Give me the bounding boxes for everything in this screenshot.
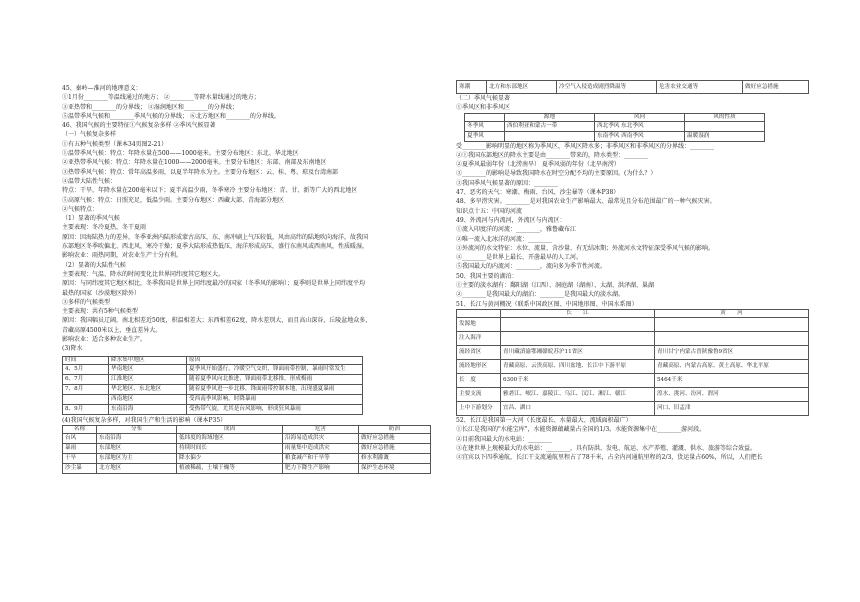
- monsoon-table-cell: [505, 131, 595, 141]
- text-line: ②夏季风最弱年份（北涝南旱） 夏季风弱的年份（北旱南涝）: [456, 161, 620, 169]
- river-table-cell: 流经省区: [457, 345, 501, 359]
- text-line: 最热的国家（沙漠地区除外）: [62, 289, 141, 297]
- rain-table-cell: 东南沿海: [109, 404, 187, 414]
- monsoon-table-row: [465, 131, 765, 141]
- text-line: 特点：干旱，年降水量在200毫米以下；夏半高温少雨，冬季寒冷 主要分布地区：青、甘、新等广大的西北地区: [62, 187, 358, 195]
- rain-table-header: [63, 356, 363, 364]
- river-table-cell: 注入海洋: [457, 331, 501, 345]
- river-table-row: [457, 401, 809, 415]
- rain-table-cell: 随着夏季风向北推进，锋面雨带北移推，形成梅雨: [187, 374, 363, 384]
- river-table: [456, 309, 809, 416]
- river-table-cell: 主要支流: [457, 387, 501, 401]
- river-table-row: [457, 331, 809, 345]
- text-line: 原因：我国幅员辽阔，南北相差近50度，积温相差大；东西相差62度，降水差别大，而且高山深谷，丘陵盆地众多，: [62, 317, 372, 325]
- cold-wave-cell: 做好应急措施: [743, 81, 809, 94]
- text-line: ⑤温带季风气候和________季风气候的分界线； ⑥北方地区和________的分界线。: [62, 112, 280, 120]
- text-line: ①主要的淡水湖有：鄱阳湖（江西）、洞庭湖（湖南）、太湖、洪泽湖、巢湖: [456, 282, 655, 290]
- text-line: ②________是我国最大的湖泊：________是我国最大的淡水湖。: [456, 291, 625, 299]
- river-table-cell: 青川藏滇渝鄂湘赣皖苏沪11省区: [501, 345, 655, 359]
- disaster-table-cell: 粮食减产和干旱等: [283, 453, 359, 463]
- rain-table-cell: 受热带气旋，尤其是台风影响，形成狂风暴雨: [187, 404, 363, 414]
- disaster-table-row: [63, 443, 431, 453]
- text-line: 原因：因海陆热力的差异，冬季亚洲内陆形成蒙古高压，东、南冲刷上气压较低，风由高纬的陆地吹向海洋，故我国: [62, 233, 369, 241]
- rain-table-cell: 华北地区、东北地区: [109, 384, 187, 394]
- monsoon-table-cell: 东南季风 西南季风: [595, 131, 685, 141]
- right-text-block-c: [456, 416, 808, 462]
- text-line: ⑤我国最大的内流河：________，流向多为季节性河流。: [456, 263, 607, 271]
- monsoon-header-cell: 风向: [595, 113, 685, 121]
- disaster-header-cell: 成因: [177, 425, 283, 433]
- river-header-cell: [457, 309, 501, 317]
- text-line: ②①我国东部地区的降水主要是由________带来的，降水类型：________: [456, 151, 649, 159]
- cold-wave-cell: 寒潮: [457, 81, 487, 94]
- text-line: （1）显著的季风气候: [62, 215, 120, 223]
- monsoon-table: [464, 113, 765, 142]
- rain-table-row: [63, 374, 363, 384]
- text-line: (3)降水: [62, 345, 83, 353]
- monsoon-table-cell: 夏季风: [465, 131, 505, 141]
- river-table-row: [457, 317, 809, 331]
- text-line: ①有五种气候类型（课本34页图2-21）: [62, 140, 168, 148]
- disaster-table-cell: 暴雨: [63, 443, 97, 453]
- disaster-header-cell: 防治: [359, 425, 431, 433]
- cold-wave-row-table: [456, 80, 809, 94]
- river-table-cell: 上中下游划分: [457, 401, 501, 415]
- rain-header-cell: 时间: [63, 356, 109, 364]
- disaster-table-title: (4)我国气候复杂多样，对我国生产和生活的影响（课本P35）: [62, 416, 227, 424]
- text-line: 48、多旱涝灾害。________是对我国农业生产影响最大、最常见且分布范围最广的一种气候灾害。: [456, 198, 716, 206]
- cold-wave-cell: 冷空气入侵造成剧烈降温等: [557, 81, 657, 94]
- text-line: ①流入印度洋的河流：________，雅鲁藏布江: [456, 226, 577, 234]
- disaster-header-cell: 分布: [97, 425, 177, 433]
- monsoon-table-cell: [685, 121, 765, 131]
- disaster-table-cell: 肥力下降生产影响: [283, 463, 359, 473]
- river-table-cell: [655, 331, 809, 345]
- text-line: ③亚热带和________的分界线； ④湿润地区和________的分界线；: [62, 103, 238, 111]
- text-line: 47、恶劣的天气：寒潮、梅雨、台风、沙尘暴等（课本P38）: [456, 189, 620, 197]
- text-line: ②气候特点：: [62, 205, 99, 213]
- rain-table-row: [63, 404, 363, 414]
- river-table-cell: [655, 317, 809, 331]
- disaster-header-cell: 名称: [63, 425, 97, 433]
- text-line: 原因：与同纬度其它地区相比，冬季我国是世界上同纬度最冷的国家（冬季风的影响）；夏季则是世界上同纬度平均: [62, 280, 366, 288]
- text-line: ②目前我国最大的水电站：________: [456, 435, 553, 443]
- rain-table-row: [63, 364, 363, 374]
- disaster-table-cell: 东南沿海: [97, 433, 177, 443]
- disaster-table: [62, 425, 431, 474]
- disaster-table-cell: 北方地区: [97, 463, 177, 473]
- river-table-row: [457, 359, 809, 373]
- rain-table-cell: 华南地区: [109, 364, 187, 374]
- river-table-cell: [501, 317, 655, 331]
- text-line: ④________是世界上最长、开凿最早的人工河。: [456, 254, 583, 262]
- rain-table-cell: 4、5月: [63, 364, 109, 374]
- right-text-block-b: [456, 142, 808, 309]
- monsoon-table-cell: 西北季风 东北季风: [595, 121, 685, 131]
- rain-table-cell: 西南地区: [109, 394, 187, 404]
- text-line: ②唯一流入北冰洋的河流：________: [456, 235, 553, 243]
- disaster-table-cell: 做好应急措施: [359, 433, 431, 443]
- rain-header-cell: 降水集中地区: [109, 356, 187, 364]
- left-column: [62, 84, 430, 474]
- text-line: 受________影响明显的地区称为季风区，季风区降水多；非季风区和非季风区的分界线：________: [456, 142, 715, 150]
- left-text-block-a: [62, 84, 430, 354]
- disaster-header-cell: 危害: [283, 425, 359, 433]
- rain-table-row: [63, 394, 363, 404]
- right-column: [456, 80, 808, 462]
- text-line: 52、长江是我国第一大河（长度最长、水量最大、流域面积最广）: [456, 416, 632, 424]
- disaster-table-row: [63, 463, 431, 473]
- text-line: 主要表现：共有5种气候类型: [62, 308, 138, 316]
- monsoon-table-cell: 西伯利亚和蒙古一带: [505, 121, 595, 131]
- monsoon-header-cell: 风的性质: [685, 113, 765, 121]
- cold-wave-row: [457, 81, 809, 94]
- text-line: 主要表现：气温、降水的时间变化比世界同纬度其它地区大。: [62, 270, 225, 278]
- monsoon-header-cell: 源地: [505, 113, 595, 121]
- text-line: 50、我国主要的湖泊：: [456, 272, 518, 280]
- disaster-table-cell: 保护生态环境: [359, 463, 431, 473]
- rain-table-cell: 8、9月: [63, 404, 109, 414]
- disaster-table-row: [63, 433, 431, 443]
- rain-table-row: [63, 384, 363, 394]
- text-line: 51、长江与黄河概况（联系中国政区图、中国地形图、中国水系图）: [456, 300, 638, 308]
- disaster-table-cell: 低纬度的海域地区: [177, 433, 283, 443]
- river-table-cell: 湟水、洮河、汾河、渭河: [655, 387, 809, 401]
- text-line: ⑤高原气候：特点：日照充足，低温少雨。主要分布地区：西藏大部、青海部分地区: [62, 196, 285, 204]
- river-table-cell: 6300千米: [501, 373, 655, 387]
- river-table-row: [457, 345, 809, 359]
- text-line: ①季风区和非季风区: [456, 104, 511, 112]
- rain-table-cell: 随着夏季风进一步北移，锋面雨带控制本地，出现盛夏暴雨: [187, 384, 363, 394]
- disaster-table-cell: 东部地区为主: [97, 453, 177, 463]
- river-table-cell: 5464千米: [655, 373, 809, 387]
- disaster-table-cell: 植被稀疏，土壤干燥等: [177, 463, 283, 473]
- text-line: ④温带大陆性气候：: [62, 177, 117, 185]
- disaster-table-header: [63, 425, 431, 433]
- text-line: 青藏高原4500米以上，垂直差异大。: [62, 326, 162, 334]
- text-line: ④宜宾以下四季通航，长江干支流通航里程占了78千米，占全内河通航里程的2/3，货运量占60%，所以，人们把长: [456, 454, 763, 462]
- text-line: 49、外流河与内流河，外流区与内流区：: [456, 216, 566, 224]
- river-table-cell: 河口、旧孟津: [655, 401, 809, 415]
- monsoon-table-row: [465, 121, 765, 131]
- text-line: ③在建世界上规模最大的水电站：________，具有防洪、发电、航运、水产养殖、灌溉、供水、旅游等综合效益。: [456, 444, 757, 452]
- text-line: 影响农业：适合多种农业生产。: [62, 336, 147, 344]
- cold-wave-cell: 危害农业交通等: [657, 81, 743, 94]
- river-table-cell: 流经地形区: [457, 359, 501, 373]
- text-line: ③我国季风气候显著的原因：________: [456, 179, 559, 187]
- river-table-cell: 雅砻江、岷江、嘉陵江、乌江、汉江、湘江、赣江: [501, 387, 655, 401]
- monsoon-table-cell: 温暖湿润: [685, 131, 765, 141]
- text-line: 影响农业：雨热同期，对农业生产十分有利。: [62, 252, 183, 260]
- monsoon-header-cell: [465, 113, 505, 121]
- text-line: ②亚热带季风气候：特点：年降水量在1000——2000毫米。主要分布地区：东部、南部及东南地区: [62, 159, 327, 167]
- monsoon-table-header: [465, 113, 765, 121]
- disaster-table-cell: 沙尘暴: [63, 463, 97, 473]
- disaster-table-cell: 修水利灌溉: [359, 453, 431, 463]
- river-table-cell: 长 度: [457, 373, 501, 387]
- river-table-cell: [501, 331, 655, 345]
- text-line: ①温带季风气候：特点：年降水量在500——1000毫米。主要分布地区：东北、华北地区: [62, 150, 299, 158]
- disaster-table-cell: 台风: [63, 433, 97, 443]
- disaster-table-cell: 做好应急措施: [359, 443, 431, 453]
- rain-table-cell: [63, 394, 109, 404]
- text-line: ①长江是我国的"水能宝库"，水能资源蕴藏量占全国的1/3。水能资源集中在________游河段。: [456, 426, 706, 434]
- text-line: （一）气候复杂多样: [62, 131, 117, 139]
- river-table-header: [457, 309, 809, 317]
- river-table-cell: 青藏高原、云贵高原、四川盆地、长江中下游平原: [501, 359, 655, 373]
- disaster-table-row: [63, 453, 431, 463]
- monsoon-table-cell: 冬季风: [465, 121, 505, 131]
- text-line: （2）显著的大陆性气候: [62, 261, 126, 269]
- river-table-cell: 青藏高原、内蒙古高原、黄土高原、华北平原: [655, 359, 809, 373]
- text-line: ③外流河的水文特征：水位、流量、含沙量、有无结冰期；外流河水文特征深受季风气候的影响。: [456, 244, 715, 252]
- text-line: 东部地区冬季吹偏北、西北风，寒冷干燥；夏季大陆形成热低压，海洋形成高压，盛行东南风或西南风，性质暖湿，: [62, 243, 369, 251]
- cold-wave-cell: 北方和东部地区: [487, 81, 557, 94]
- text-line: ③________的影响是导致我国降水在时空分配不均的主要原因。(为什么？）: [456, 170, 657, 178]
- disaster-table-cell: 干旱: [63, 453, 97, 463]
- river-table-cell: 发源地: [457, 317, 501, 331]
- rain-table: [62, 356, 363, 415]
- text-line: ③多样的气候类型: [62, 298, 111, 306]
- rain-table-cell: 受西南季风影响，时降暴雨: [187, 394, 363, 404]
- disaster-table-cell: 持续时间长: [177, 443, 283, 453]
- rain-header-cell: 原因: [187, 356, 363, 364]
- rain-table-cell: 江淮地区: [109, 374, 187, 384]
- river-header-cell: 长 江: [501, 309, 655, 317]
- river-table-row: [457, 373, 809, 387]
- river-header-cell: 黄 河: [655, 309, 809, 317]
- disaster-table-cell: 沿海易造成洪灾: [283, 433, 359, 443]
- river-table-cell: 宜昌、湖口: [501, 401, 655, 415]
- text-line: 知识点十五：中国的河流: [456, 207, 523, 215]
- text-line: 46、我国气候的主要特征①气候复杂多样 ②季风气候显著: [62, 122, 216, 130]
- river-table-row: [457, 387, 809, 401]
- right-text-block-a: [456, 94, 808, 113]
- rain-table-cell: 7、8月: [63, 384, 109, 394]
- rain-table-cell: 6、7月: [63, 374, 109, 384]
- text-line: （二）季风气候显著: [456, 95, 511, 102]
- disaster-table-cell: 降水偏少: [177, 453, 283, 463]
- text-line: 主要表现：冬冷夏热，冬干夏雨: [62, 224, 147, 232]
- text-line: ③热带季风气候：特点：常年高温多雨，以夏半年降水为主。主要分布地区：云、桂、粤、琼及台湾南部: [62, 168, 339, 176]
- disaster-table-cell: 东部地区: [97, 443, 177, 453]
- disaster-table-cell: 雨量集中造成洪灾: [283, 443, 359, 453]
- text-line: 45、秦岭—淮河的地理意义：: [62, 85, 142, 92]
- rain-table-cell: 夏季风开始盛行，冷暖空气交织，锋面雨带控制，暴雨时常发生: [187, 364, 363, 374]
- text-line: ①1月份________等温线通过的地方； ②________等降水量线通过的地方；: [62, 94, 260, 102]
- river-table-cell: 青川甘宁内蒙古晋陕豫鲁9省区: [655, 345, 809, 359]
